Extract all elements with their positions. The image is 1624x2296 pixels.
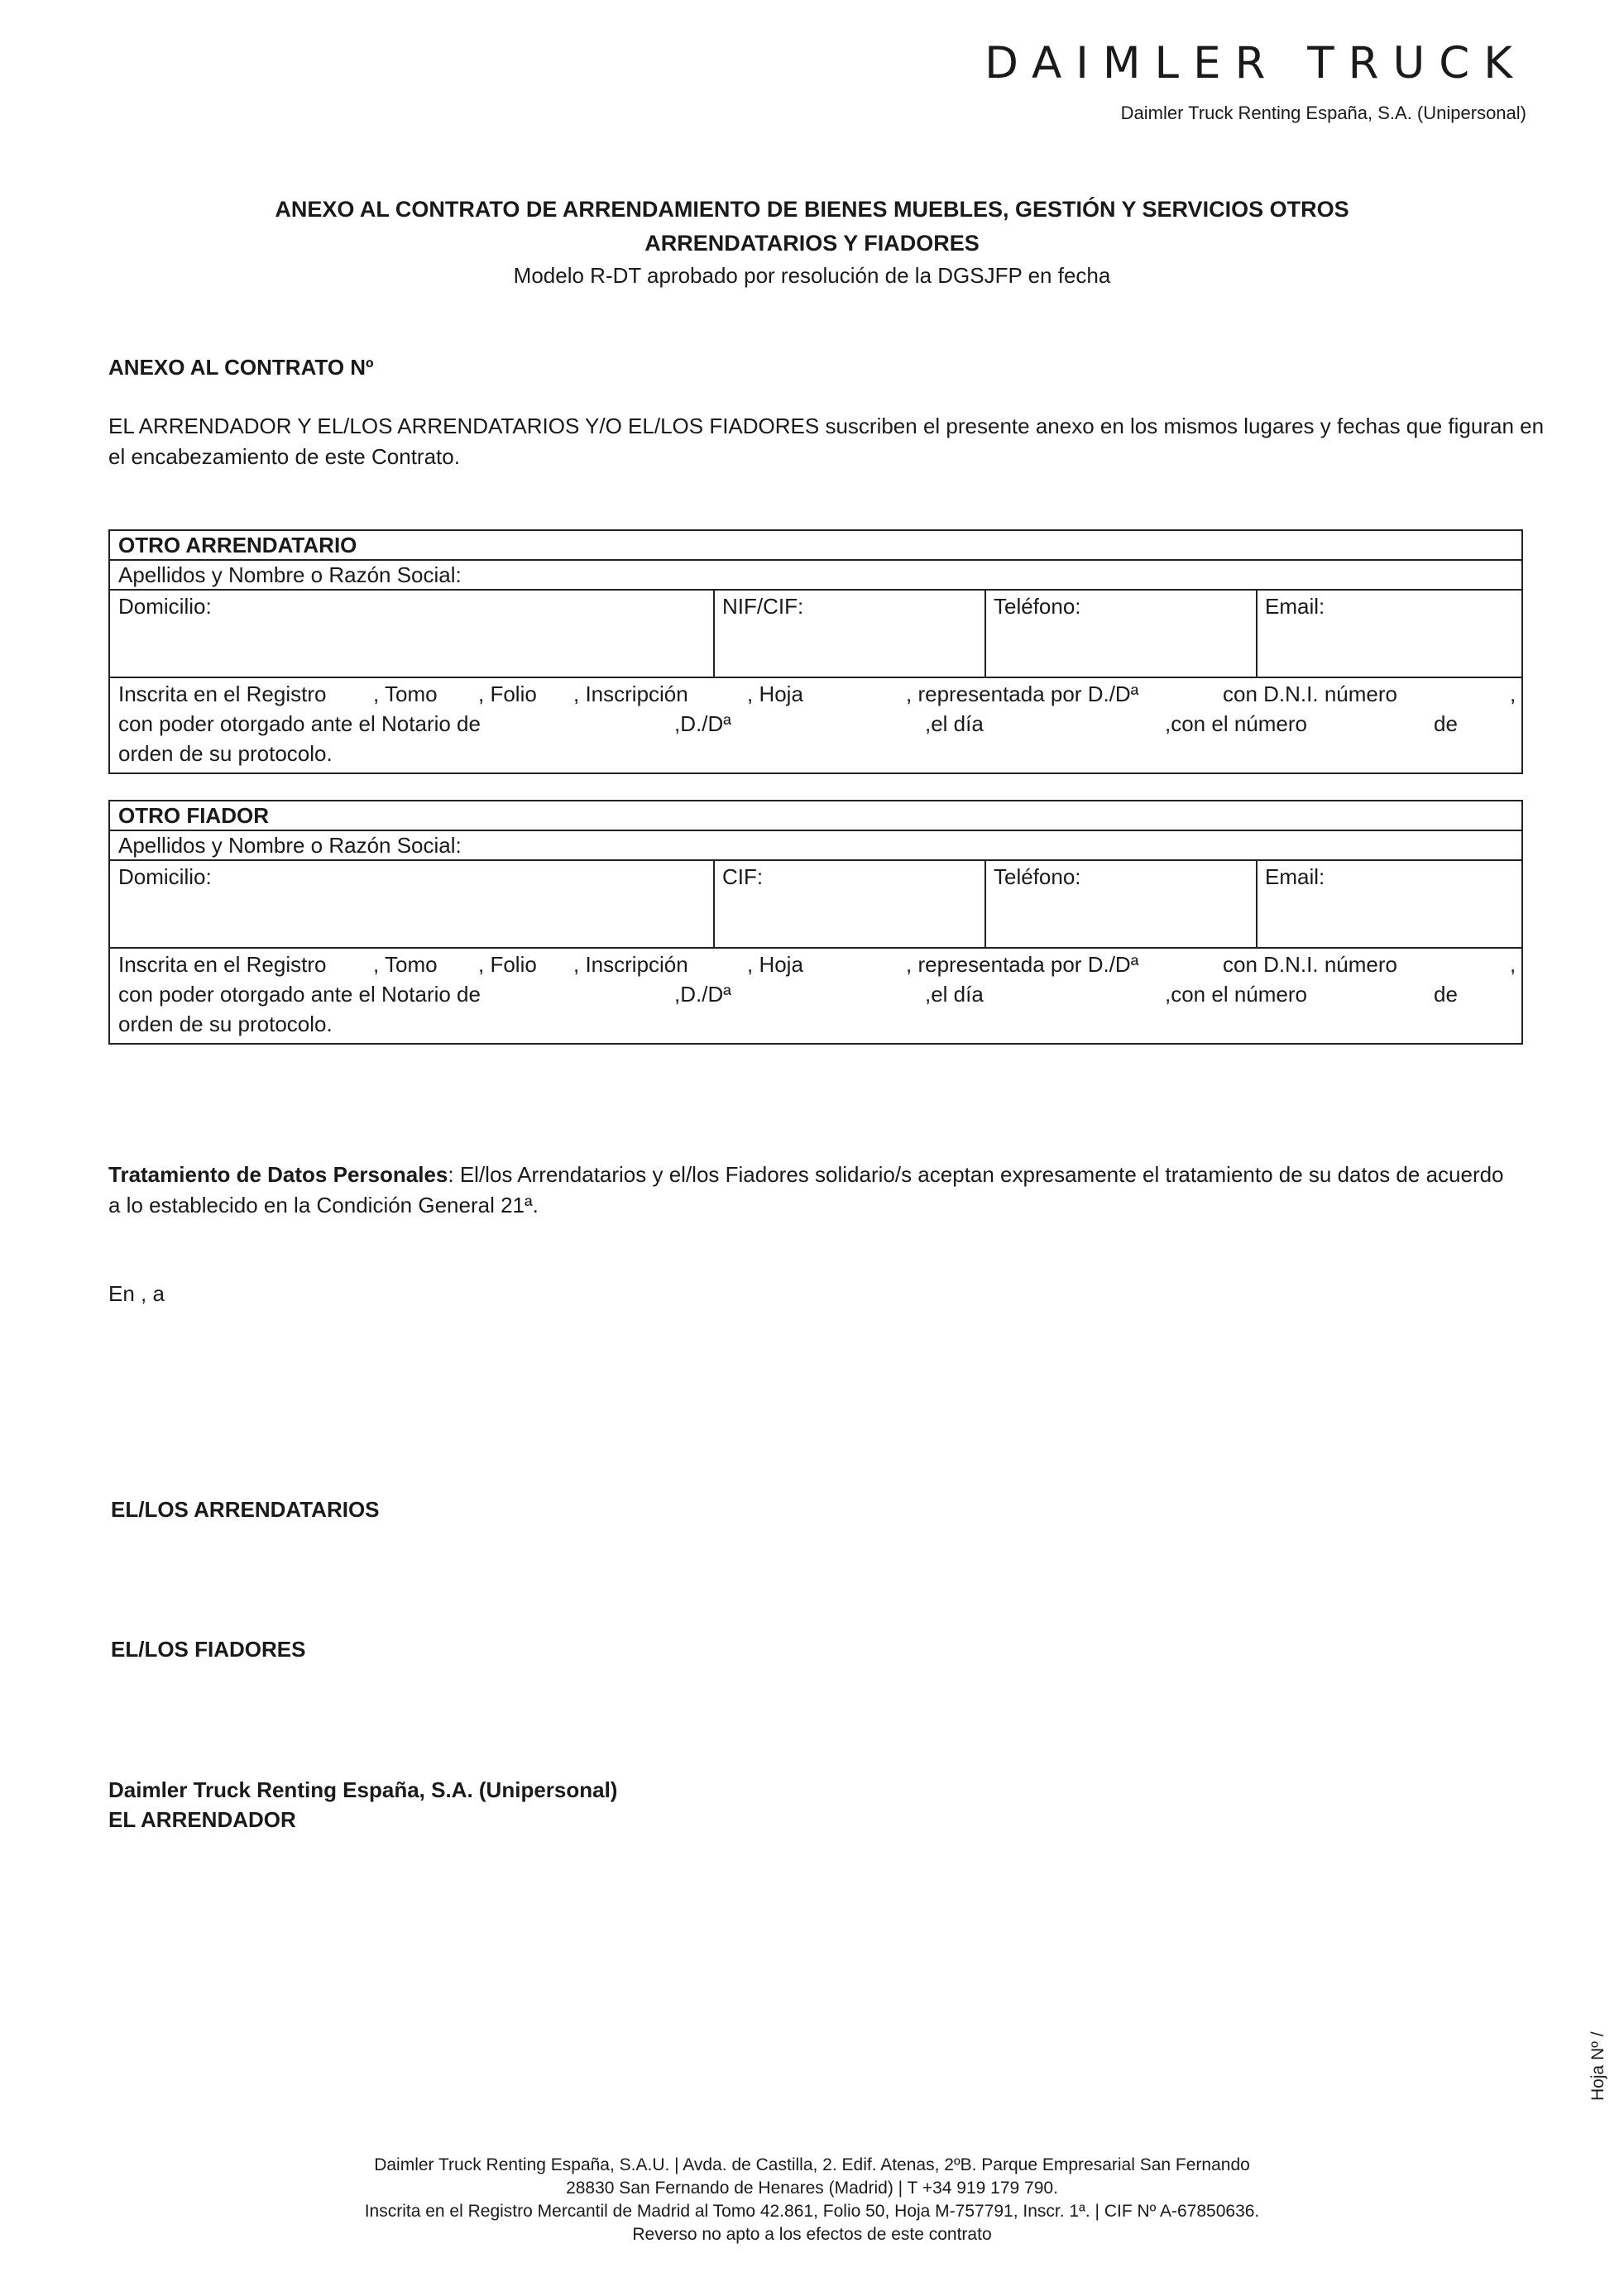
arrendatario-heading: OTRO ARRENDATARIO bbox=[118, 533, 357, 557]
fiador-name-row[interactable] bbox=[110, 831, 1521, 861]
registro-label: Inscrita en el Registro bbox=[118, 682, 327, 706]
arrendatario-telefono-field[interactable]: Teléfono: bbox=[994, 594, 1081, 619]
dd-label: ,D./Dª bbox=[674, 982, 731, 1007]
divider bbox=[1256, 591, 1258, 677]
document-title-line1: ANEXO AL CONTRATO DE ARRENDAMIENTO DE BIENES MUEBLES, GESTIÓN Y SERVICIOS OTROS bbox=[275, 197, 1349, 222]
company-logo: DAIMLER TRUCK bbox=[984, 38, 1526, 88]
divider bbox=[984, 861, 986, 947]
dia-label: ,el día bbox=[925, 711, 984, 736]
divider bbox=[1256, 861, 1258, 947]
inscripcion-label: , Inscripción bbox=[573, 952, 688, 977]
poder-label: con poder otorgado ante el Notario de bbox=[118, 711, 481, 736]
document-title-line2: ARRENDATARIOS Y FIADORES bbox=[644, 231, 980, 256]
comma: , bbox=[1510, 952, 1516, 977]
signature-company: Daimler Truck Renting España, S.A. (Unipersonal) bbox=[108, 1777, 618, 1802]
footer-line4: Reverso no apto a los efectos de este contrato bbox=[632, 2225, 992, 2244]
orden-label: orden de su protocolo. bbox=[118, 1012, 333, 1036]
de-label: de bbox=[1434, 711, 1458, 736]
divider bbox=[984, 591, 986, 677]
fiador-cif-field[interactable]: CIF: bbox=[722, 864, 764, 889]
fiador-telefono-field[interactable]: Teléfono: bbox=[994, 864, 1081, 889]
signature-arrendador: EL ARRENDADOR bbox=[108, 1807, 296, 1832]
tomo-label: , Tomo bbox=[373, 952, 438, 977]
registro-label: Inscrita en el Registro bbox=[118, 952, 327, 977]
datos-paragraph-line2: a lo establecido en la Condición General 21ª. bbox=[108, 1193, 539, 1217]
fiador-heading-row bbox=[110, 801, 1521, 831]
de-label: de bbox=[1434, 982, 1458, 1007]
tomo-label: , Tomo bbox=[373, 682, 438, 706]
dni-label: con D.N.I. número bbox=[1223, 682, 1397, 706]
hoja-label: , Hoja bbox=[747, 952, 803, 977]
intro-line2: el encabezamiento de este Contrato. bbox=[108, 444, 460, 469]
document-subtitle: Modelo R-DT aprobado por resolución de la DGSJFP en fecha bbox=[513, 263, 1111, 288]
poder-label: con poder otorgado ante el Notario de bbox=[118, 982, 481, 1007]
dd-label: ,D./Dª bbox=[674, 711, 731, 736]
inscripcion-label: , Inscripción bbox=[573, 682, 688, 706]
datos-text1: : El/los Arrendatarios y el/los Fiadores solidario/s aceptan expresamente el tratamiento de su datos de acuerdo bbox=[448, 1162, 1504, 1187]
comma: , bbox=[1510, 682, 1516, 706]
fiador-name-label: Apellidos y Nombre o Razón Social: bbox=[118, 833, 462, 858]
hoja-label: , Hoja bbox=[747, 682, 803, 706]
divider bbox=[713, 861, 715, 947]
orden-label: orden de su protocolo. bbox=[118, 741, 333, 766]
arrendatario-email-field[interactable]: Email: bbox=[1265, 594, 1325, 619]
anexo-number-label: ANEXO AL CONTRATO Nº bbox=[108, 355, 374, 380]
page-number-vertical: Hoja Nº / bbox=[1588, 2031, 1607, 2101]
folio-label: , Folio bbox=[478, 682, 537, 706]
arrendatario-contact-row bbox=[110, 591, 1521, 678]
arrendatario-registro-row bbox=[110, 678, 1521, 773]
numero-label: ,con el número bbox=[1165, 711, 1307, 736]
signature-fiadores: EL/LOS FIADORES bbox=[111, 1637, 306, 1662]
arrendatario-table bbox=[108, 529, 1523, 774]
datos-label: Tratamiento de Datos Personales bbox=[108, 1162, 448, 1187]
representada-label: , representada por D./Dª bbox=[906, 952, 1139, 977]
footer-line3: Inscrita en el Registro Mercantil de Madrid al Tomo 42.861, Folio 50, Hoja M-757791, Inscr. 1ª. | CIF Nº A-67850636. bbox=[364, 2202, 1260, 2221]
arrendatario-name-row[interactable] bbox=[110, 561, 1521, 591]
fiador-heading: OTRO FIADOR bbox=[118, 803, 269, 828]
signature-arrendatarios: EL/LOS ARRENDATARIOS bbox=[111, 1497, 380, 1522]
fiador-email-field[interactable]: Email: bbox=[1265, 864, 1325, 889]
dni-label: con D.N.I. número bbox=[1223, 952, 1397, 977]
folio-label: , Folio bbox=[478, 952, 537, 977]
footer-line2: 28830 San Fernando de Henares (Madrid) | T +34 919 179 790. bbox=[566, 2179, 1058, 2198]
arrendatario-nif-field[interactable]: NIF/CIF: bbox=[722, 594, 804, 619]
arrendatario-name-label: Apellidos y Nombre o Razón Social: bbox=[118, 562, 462, 587]
arrendatario-domicilio-field[interactable]: Domicilio: bbox=[118, 594, 212, 619]
footer-line1: Daimler Truck Renting España, S.A.U. | Avda. de Castilla, 2. Edif. Atenas, 2ºB. Parque Empresarial San Fernando bbox=[374, 2155, 1250, 2174]
divider bbox=[713, 591, 715, 677]
representada-label: , representada por D./Dª bbox=[906, 682, 1139, 706]
fiador-registro-row bbox=[110, 949, 1521, 1043]
intro-line1: EL ARRENDADOR Y EL/LOS ARRENDATARIOS Y/O EL/LOS FIADORES suscriben el presente anexo en los mismos lugares y fechas que figuran en bbox=[108, 414, 1545, 438]
fiador-table bbox=[108, 800, 1523, 1045]
fiador-domicilio-field[interactable]: Domicilio: bbox=[118, 864, 212, 889]
datos-paragraph-line1 bbox=[108, 1159, 1504, 1190]
numero-label: ,con el número bbox=[1165, 982, 1307, 1007]
dia-label: ,el día bbox=[925, 982, 984, 1007]
company-name-header: Daimler Truck Renting España, S.A. (Unipersonal) bbox=[1120, 103, 1526, 123]
place-date: En , a bbox=[108, 1281, 165, 1306]
arrendatario-heading-row bbox=[110, 531, 1521, 561]
fiador-contact-row bbox=[110, 861, 1521, 949]
